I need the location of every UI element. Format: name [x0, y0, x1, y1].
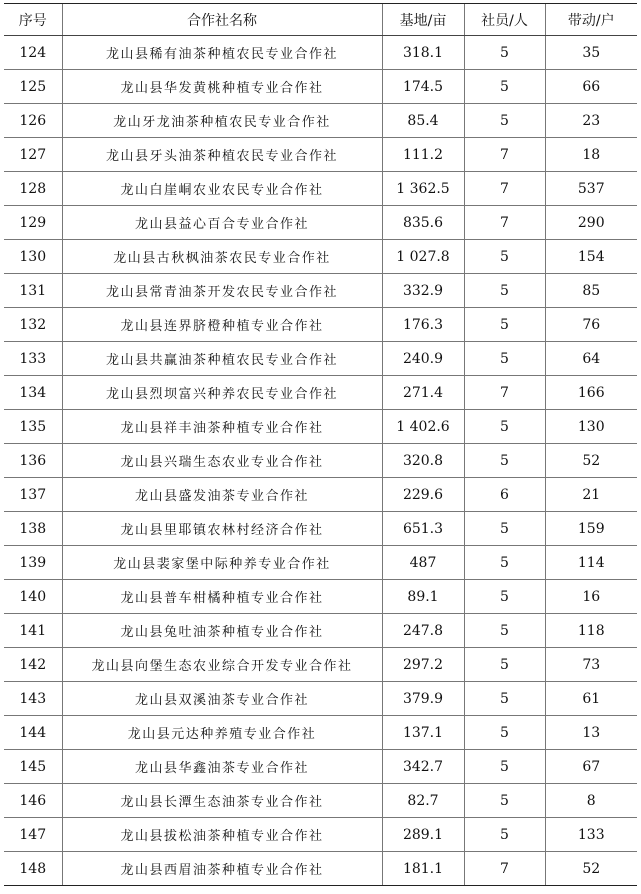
cell-members: 5 — [464, 818, 545, 852]
cell-members: 5 — [464, 444, 545, 478]
cell-members: 5 — [464, 614, 545, 648]
cell-base-area: 379.9 — [382, 682, 464, 716]
cell-cooperative-name: 龙山县元达种养殖专业合作社 — [62, 716, 382, 750]
cooperatives-table — [4, 3, 637, 886]
cell-base-area: 271.4 — [382, 376, 464, 410]
cell-members: 5 — [464, 648, 545, 682]
cell-base-area: 174.5 — [382, 70, 464, 104]
header-members: 社员/人 — [464, 4, 545, 36]
cell-households: 76 — [545, 308, 637, 342]
cell-serial-no: 144 — [4, 716, 62, 750]
table-row — [4, 512, 637, 546]
table-row — [4, 716, 637, 750]
cell-cooperative-name: 龙山县长潭生态油茶专业合作社 — [62, 784, 382, 818]
cell-cooperative-name: 龙山县祥丰油茶种植专业合作社 — [62, 410, 382, 444]
cell-households: 159 — [545, 512, 637, 546]
cell-serial-no: 137 — [4, 478, 62, 512]
cell-members: 5 — [464, 70, 545, 104]
table-row — [4, 784, 637, 818]
cell-households: 118 — [545, 614, 637, 648]
table-row — [4, 70, 637, 104]
cell-households: 23 — [545, 104, 637, 138]
cell-members: 5 — [464, 240, 545, 274]
header-cooperative-name: 合作社名称 — [62, 4, 382, 36]
cell-base-area: 176.3 — [382, 308, 464, 342]
cell-households: 114 — [545, 546, 637, 580]
table-row — [4, 240, 637, 274]
table-row — [4, 818, 637, 852]
cell-base-area: 332.9 — [382, 274, 464, 308]
cell-members: 5 — [464, 682, 545, 716]
table-row — [4, 614, 637, 648]
cell-members: 7 — [464, 376, 545, 410]
cell-members: 5 — [464, 36, 545, 70]
cell-members: 7 — [464, 206, 545, 240]
cell-base-area: 297.2 — [382, 648, 464, 682]
cell-serial-no: 136 — [4, 444, 62, 478]
cell-members: 5 — [464, 274, 545, 308]
cell-base-area: 320.8 — [382, 444, 464, 478]
cell-members: 5 — [464, 784, 545, 818]
cell-households: 66 — [545, 70, 637, 104]
cell-cooperative-name: 龙山县稀有油茶种植农民专业合作社 — [62, 36, 382, 70]
cell-households: 13 — [545, 716, 637, 750]
cell-cooperative-name: 龙山县向堡生态农业综合开发专业合作社 — [62, 648, 382, 682]
cell-serial-no: 129 — [4, 206, 62, 240]
cell-cooperative-name: 龙山县常青油茶开发农民专业合作社 — [62, 274, 382, 308]
cell-households: 61 — [545, 682, 637, 716]
cell-members: 7 — [464, 138, 545, 172]
cell-cooperative-name: 龙山县古秋枫油茶农民专业合作社 — [62, 240, 382, 274]
cell-cooperative-name: 龙山县兔吐油茶种植专业合作社 — [62, 614, 382, 648]
cell-serial-no: 140 — [4, 580, 62, 614]
header-serial-no: 序号 — [4, 4, 62, 36]
cell-serial-no: 132 — [4, 308, 62, 342]
cell-serial-no: 125 — [4, 70, 62, 104]
cell-cooperative-name: 龙山县盛发油茶专业合作社 — [62, 478, 382, 512]
cell-cooperative-name: 龙山县西眉油茶种植专业合作社 — [62, 852, 382, 886]
cell-base-area: 342.7 — [382, 750, 464, 784]
cell-serial-no: 145 — [4, 750, 62, 784]
table-row — [4, 852, 637, 886]
cell-serial-no: 134 — [4, 376, 62, 410]
cell-households: 154 — [545, 240, 637, 274]
cell-cooperative-name: 龙山县双溪油茶专业合作社 — [62, 682, 382, 716]
table-row — [4, 546, 637, 580]
cell-members: 5 — [464, 512, 545, 546]
cell-members: 7 — [464, 172, 545, 206]
cell-cooperative-name: 龙山县兴瑞生态农业专业合作社 — [62, 444, 382, 478]
cell-serial-no: 139 — [4, 546, 62, 580]
cell-households: 537 — [545, 172, 637, 206]
cell-households: 130 — [545, 410, 637, 444]
cell-serial-no: 147 — [4, 818, 62, 852]
header-row — [4, 4, 637, 36]
cell-base-area: 1 362.5 — [382, 172, 464, 206]
cell-members: 7 — [464, 852, 545, 886]
cell-base-area: 651.3 — [382, 512, 464, 546]
cell-base-area: 85.4 — [382, 104, 464, 138]
cell-cooperative-name: 龙山县华鑫油茶专业合作社 — [62, 750, 382, 784]
cell-households: 64 — [545, 342, 637, 376]
cell-base-area: 181.1 — [382, 852, 464, 886]
cell-members: 5 — [464, 750, 545, 784]
cell-members: 5 — [464, 716, 545, 750]
cell-base-area: 487 — [382, 546, 464, 580]
table-header — [4, 4, 637, 36]
table-row — [4, 172, 637, 206]
cell-serial-no: 142 — [4, 648, 62, 682]
cell-households: 52 — [545, 852, 637, 886]
cell-serial-no: 133 — [4, 342, 62, 376]
cell-households: 52 — [545, 444, 637, 478]
table-row — [4, 478, 637, 512]
cell-base-area: 137.1 — [382, 716, 464, 750]
cell-members: 6 — [464, 478, 545, 512]
table-row — [4, 376, 637, 410]
cell-cooperative-name: 龙山白崖峒农业农民专业合作社 — [62, 172, 382, 206]
cell-serial-no: 141 — [4, 614, 62, 648]
cell-cooperative-name: 龙山县华发黄桃种植专业合作社 — [62, 70, 382, 104]
cell-households: 67 — [545, 750, 637, 784]
table-row — [4, 138, 637, 172]
cell-households: 18 — [545, 138, 637, 172]
cell-cooperative-name: 龙山县裴家堡中际种养专业合作社 — [62, 546, 382, 580]
table-row — [4, 274, 637, 308]
cell-cooperative-name: 龙山牙龙油茶种植农民专业合作社 — [62, 104, 382, 138]
cell-serial-no: 135 — [4, 410, 62, 444]
cell-base-area: 835.6 — [382, 206, 464, 240]
cell-cooperative-name: 龙山县烈坝富兴种养农民专业合作社 — [62, 376, 382, 410]
cell-households: 8 — [545, 784, 637, 818]
cell-base-area: 111.2 — [382, 138, 464, 172]
cell-households: 166 — [545, 376, 637, 410]
cell-serial-no: 126 — [4, 104, 62, 138]
cell-cooperative-name: 龙山县益心百合专业合作社 — [62, 206, 382, 240]
header-households: 带动/户 — [545, 4, 637, 36]
cell-base-area: 289.1 — [382, 818, 464, 852]
cell-members: 5 — [464, 104, 545, 138]
cell-serial-no: 148 — [4, 852, 62, 886]
table-row — [4, 410, 637, 444]
cell-households: 16 — [545, 580, 637, 614]
cell-serial-no: 146 — [4, 784, 62, 818]
cell-base-area: 89.1 — [382, 580, 464, 614]
cell-households: 73 — [545, 648, 637, 682]
table-row — [4, 682, 637, 716]
table-body — [4, 36, 637, 886]
cell-serial-no: 130 — [4, 240, 62, 274]
cell-cooperative-name: 龙山县普车柑橘种植专业合作社 — [62, 580, 382, 614]
cell-members: 5 — [464, 342, 545, 376]
cell-cooperative-name: 龙山县牙头油茶种植农民专业合作社 — [62, 138, 382, 172]
cell-cooperative-name: 龙山县里耶镇农林村经济合作社 — [62, 512, 382, 546]
cell-households: 35 — [545, 36, 637, 70]
cell-cooperative-name: 龙山县连界脐橙种植专业合作社 — [62, 308, 382, 342]
cell-members: 5 — [464, 410, 545, 444]
cell-base-area: 318.1 — [382, 36, 464, 70]
cell-base-area: 247.8 — [382, 614, 464, 648]
cell-base-area: 82.7 — [382, 784, 464, 818]
table-row — [4, 648, 637, 682]
table-row — [4, 750, 637, 784]
cell-members: 5 — [464, 546, 545, 580]
cell-serial-no: 124 — [4, 36, 62, 70]
header-base-area: 基地/亩 — [382, 4, 464, 36]
cell-members: 5 — [464, 580, 545, 614]
cell-households: 290 — [545, 206, 637, 240]
cell-base-area: 240.9 — [382, 342, 464, 376]
cell-base-area: 1 027.8 — [382, 240, 464, 274]
cell-base-area: 1 402.6 — [382, 410, 464, 444]
table-row — [4, 308, 637, 342]
cell-households: 21 — [545, 478, 637, 512]
cell-serial-no: 127 — [4, 138, 62, 172]
cell-serial-no: 143 — [4, 682, 62, 716]
cell-cooperative-name: 龙山县共赢油茶种植农民专业合作社 — [62, 342, 382, 376]
cell-serial-no: 138 — [4, 512, 62, 546]
cell-base-area: 229.6 — [382, 478, 464, 512]
table-row — [4, 580, 637, 614]
cell-households: 85 — [545, 274, 637, 308]
cell-households: 133 — [545, 818, 637, 852]
cell-serial-no: 128 — [4, 172, 62, 206]
cell-members: 5 — [464, 308, 545, 342]
table-row — [4, 36, 637, 70]
table-row — [4, 206, 637, 240]
cell-serial-no: 131 — [4, 274, 62, 308]
table-row — [4, 444, 637, 478]
table-row — [4, 342, 637, 376]
cell-cooperative-name: 龙山县拔松油茶种植专业合作社 — [62, 818, 382, 852]
table-row — [4, 104, 637, 138]
